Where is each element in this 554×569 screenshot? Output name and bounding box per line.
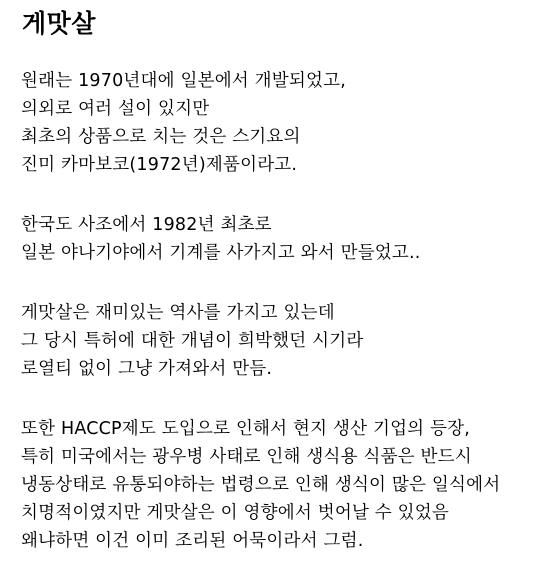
paragraph-line: 한국도 사조에서 1982년 최초로 — [21, 215, 272, 235]
paragraph-line: 로열티 없이 그냥 가져와서 만듬. — [21, 359, 273, 379]
paragraph-korea — [21, 211, 421, 267]
paragraph-line: 의외로 여러 설이 있지만 — [21, 99, 210, 119]
paragraph-line: 냉동상태로 유통되야하는 법령으로 인해 생식이 많은 일식에서 — [21, 475, 501, 495]
paragraph-line: 원래는 1970년대에 일본에서 개발되었고, — [21, 71, 346, 91]
paragraph-line: 그 당시 특허에 대한 개념이 희박했던 시기라 — [21, 331, 364, 351]
paragraph-origin — [21, 67, 346, 179]
paragraph-haccp — [21, 415, 500, 555]
paragraph-line: 게맛살은 재미있는 역사를 가지고 있는데 — [21, 303, 335, 323]
paragraph-line: 치명적이였지만 게맛살은 이 영향에서 벗어날 수 있었음 — [21, 503, 449, 523]
paragraph-history — [21, 299, 363, 383]
paragraph-line: 최초의 상품으로 치는 것은 스기요의 — [21, 127, 301, 147]
paragraph-line: 왜냐하면 이건 이미 조리된 어묵이라서 그럼. — [21, 531, 364, 551]
paragraph-line: 일본 야나기야에서 기계를 사가지고 와서 만들었고.. — [21, 243, 421, 263]
page-title: 게맛살 — [22, 9, 96, 38]
paragraph-line: 특히 미국에서는 광우병 사태로 인해 생식용 식품은 반드시 — [21, 447, 472, 467]
paragraph-line: 진미 카마보코(1972년)제품이라고. — [21, 155, 298, 175]
paragraph-line: 또한 HACCP제도 도입으로 인해서 현지 생산 기업의 등장, — [21, 419, 471, 439]
